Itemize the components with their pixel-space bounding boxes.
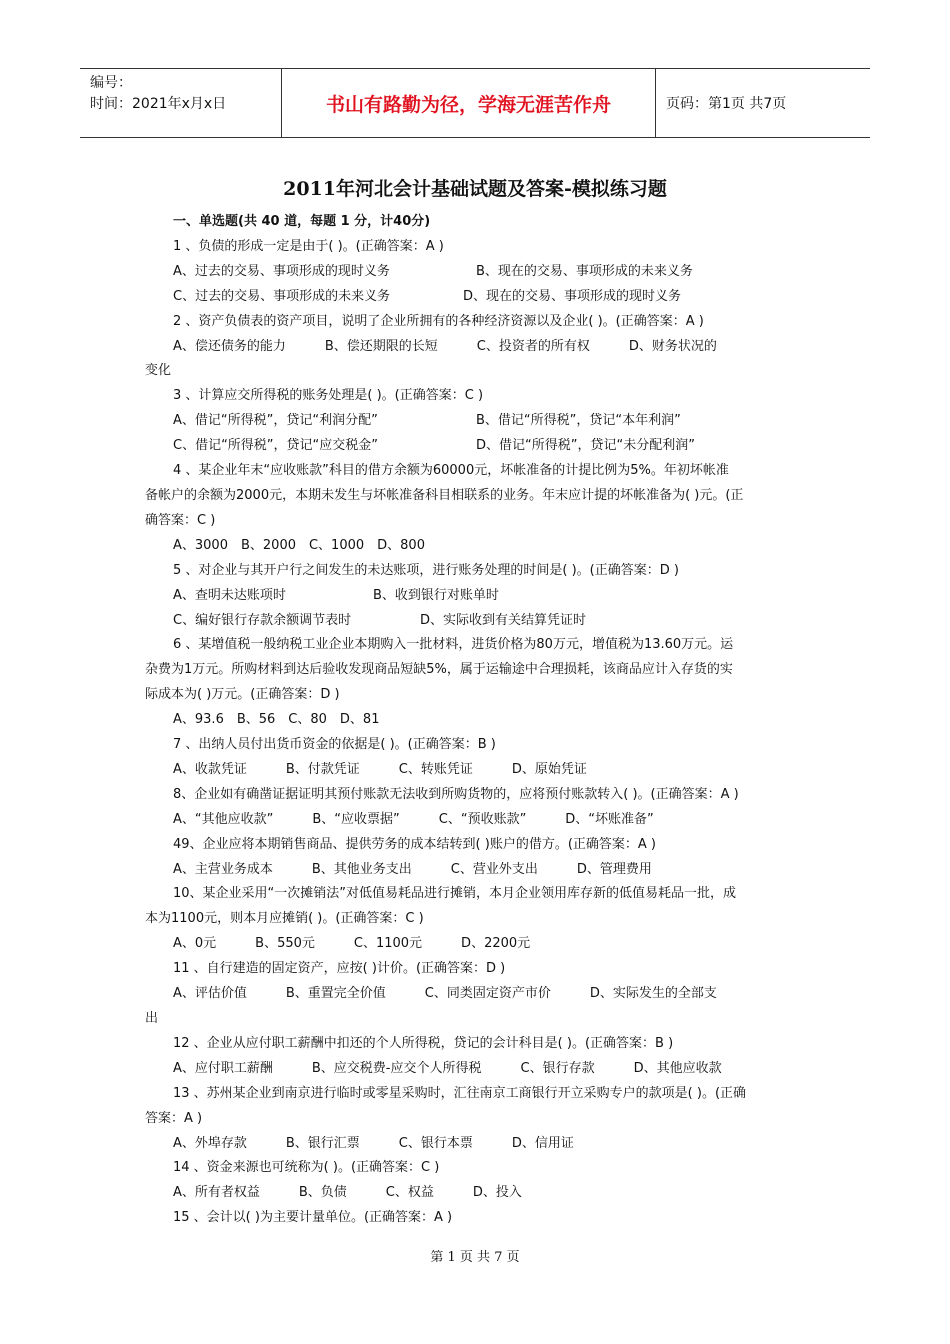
answer-options-continued: 出: [145, 1011, 159, 1026]
question-text: 7 、出纳人员付出货币资金的依据是( )。(正确答案：B ): [173, 737, 496, 753]
question-text: 49、企业应将本期销售商品、提供劳务的成本结转到( )账户的借方。(正确答案：A ): [173, 836, 656, 852]
page-header: [80, 68, 870, 138]
time-label: 时间：2021年x月x日: [90, 96, 227, 112]
answer-options: A、评估价值 B、重置完全价值 C、同类固定资产市价 D、实际发生的全部支: [173, 986, 717, 1002]
answer-options: [145, 609, 805, 634]
document-title: 2011年河北会计基础试题及答案-模拟练习题: [283, 178, 667, 200]
question-text: 6 、某增值税一般纳税工业企业本期购入一批材料，进货价格为80万元，增值税为13.60万元。运: [173, 637, 734, 653]
number-label: 编号：: [90, 75, 132, 91]
answer-options: [145, 409, 805, 434]
answer-options: A、偿还债务的能力 B、偿还期限的长短 C、投资者的所有权 D、财务状况的: [173, 338, 717, 354]
answer-options-continued: 变化: [145, 363, 172, 379]
question-text: 15 、会计以( )为主要计量单位。(正确答案：A ): [173, 1210, 453, 1226]
answer-options: A、外埠存款 B、银行汇票 C、银行本票 D、信用证: [173, 1135, 574, 1151]
question-text: 12 、企业从应付职工薪酬中扣还的个人所得税，贷记的会计科目是( )。(正确答案：B ): [173, 1035, 674, 1051]
question-text-continued: 备帐户的余额为2000元，本期未发生与坏帐准备科目相联系的业务。年末应计提的坏帐准备为( )元。(正: [145, 487, 744, 503]
option: D、现在的交易、事项形成的现时义务: [463, 288, 682, 304]
answer-options: [145, 434, 805, 459]
answer-options: A、0元 B、550元 C、1100元 D、2200元: [173, 936, 531, 952]
question-list: [145, 210, 805, 1231]
answer-options: A、“其他应收款” B、“应收票据” C、“预收账款” D、“坏账准备”: [173, 811, 654, 827]
question-text: 14 、资金来源也可统称为( )。(正确答案：C ): [173, 1160, 440, 1176]
question-text-continued: 际成本为( )万元。(正确答案：D ): [145, 687, 340, 703]
option: B、现在的交易、事项形成的未来义务: [476, 263, 693, 279]
option: B、收到银行对账单时: [373, 587, 499, 603]
answer-options: [145, 584, 805, 609]
option: D、借记“所得税”，贷记“未分配利润”: [476, 438, 695, 454]
question-text: 11 、自行建造的固定资产，应按( )计价。(正确答案：D ): [173, 961, 506, 977]
answer-options: [145, 260, 805, 285]
option: A、借记“所得税”，贷记“利润分配”: [173, 413, 378, 429]
question-text: 8、企业如有确凿证据证明其预付账款无法收到所购货物的，应将预付账款转入( )。(正确答案：A ): [173, 786, 739, 802]
question-text: 2 、资产负债表的资产项目，说明了企业所拥有的各种经济资源以及企业( )。(正确答案：A ): [173, 313, 704, 329]
question-text: 3 、计算应交所得税的账务处理是( )。(正确答案：C ): [173, 388, 484, 404]
answer-options: A、93.6 B、56 C、80 D、81: [173, 712, 380, 728]
question-text-continued: 确答案：C ): [145, 512, 216, 528]
section-heading: 一、单选题(共 40 道，每题 1 分，计40分): [173, 214, 431, 229]
option: A、查明未达账项时: [173, 587, 286, 603]
answer-options: A、3000 B、2000 C、1000 D、800: [173, 537, 425, 553]
question-text: 1 、负债的形成一定是由于( )。(正确答案：A ): [173, 238, 444, 254]
option: C、借记“所得税”，贷记“应交税金”: [173, 438, 379, 454]
question-text: 10、某企业采用“一次摊销法”对低值易耗品进行摊销，本月企业领用库存新的低值易耗品一批，成: [173, 886, 737, 902]
answer-options: [145, 285, 805, 310]
question-text-continued: 本为1100元，则本月应摊销( )。(正确答案：C ): [145, 911, 424, 927]
question-text: 4 、某企业年末“应收账款”科目的借方余额为60000元，坏帐准备的计提比例为5%。年初坏帐准: [173, 463, 729, 479]
question-text: 13 、苏州某企业到南京进行临时或零星采购时，汇往南京工商银行开立采购专户的款项是( )。(正确: [173, 1085, 747, 1101]
option: D、实际收到有关结算凭证时: [420, 612, 587, 628]
answer-options: A、应付职工薪酬 B、应交税费-应交个人所得税 C、银行存款 D、其他应收款: [173, 1060, 722, 1076]
header-meta: [80, 69, 282, 137]
answer-options: A、收款凭证 B、付款凭证 C、转账凭证 D、原始凭证: [173, 761, 587, 777]
question-text: 5 、对企业与其开户行之间发生的未达账项，进行账务处理的时间是( )。(正确答案：D ): [173, 562, 679, 578]
option: C、编好银行存款余额调节表时: [173, 612, 352, 628]
page-footer: 第 1 页 共 7 页: [430, 1250, 520, 1265]
answer-options: A、主营业务成本 B、其他业务支出 C、营业外支出 D、管理费用: [173, 861, 652, 877]
question-text-continued: 答案：A ): [145, 1110, 203, 1126]
option: C、过去的交易、事项形成的未来义务: [173, 288, 391, 304]
option: A、过去的交易、事项形成的现时义务: [173, 263, 390, 279]
question-text-continued: 杂费为1万元。所购材料到达后验收发现商品短缺5%，属于运输途中合理损耗，该商品应计入存货的实: [145, 662, 733, 678]
answer-options: A、所有者权益 B、负债 C、权益 D、投入: [173, 1185, 522, 1201]
header-motto: 书山有路勤为径，学海无涯苦作舟: [282, 69, 656, 137]
header-page-info: 页码：第1页 共7页: [666, 96, 787, 112]
option: B、借记“所得税”，贷记“本年利润”: [476, 413, 681, 429]
